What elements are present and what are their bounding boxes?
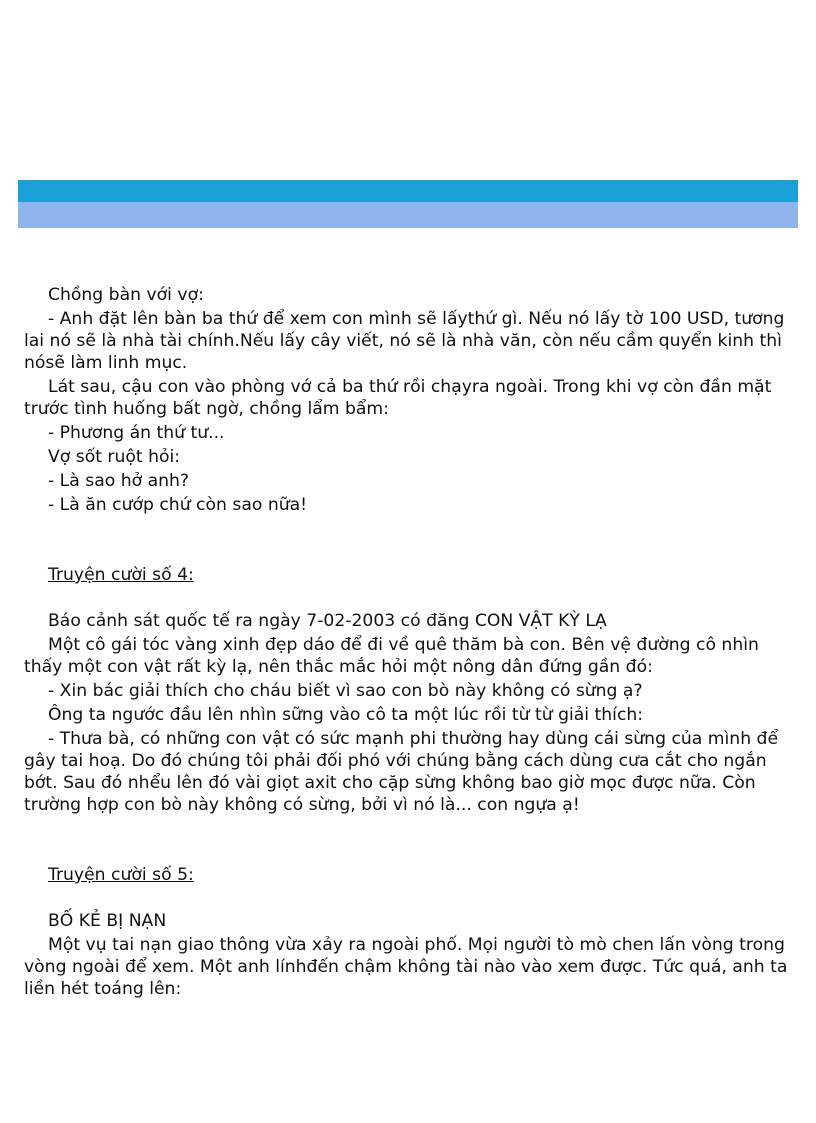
document-body	[24, 284, 794, 1002]
story-heading-text: Truyện cười số 5:	[48, 865, 194, 885]
header-band-dark	[18, 180, 798, 202]
story-heading	[24, 564, 794, 586]
paragraph: Chồng bàn với vợ:	[48, 285, 204, 305]
paragraph: Lát sau, cậu con vào phòng vớ cả ba thứ rồi chạyra ngoài. Trong khi vợ còn đần mặt trước tình huống bất ngờ, chồng lẩm bẩm:	[24, 377, 772, 419]
paragraph: - Anh đặt lên bàn ba thứ để xem con mình sẽ lấythứ gì. Nếu nó lấy tờ 100 USD, tương lai nó sẽ là nhà tài chính.Nếu lấy cây viết, nó sẽ là nhà văn, còn nếu cầm quyển kinh thì nósẽ làm linh mục.	[24, 309, 785, 373]
paragraph: - Thưa bà, có những con vật có sức mạnh phi thường hay dùng cái sừng của mình để gây tai hoạ. Do đó chúng tôi phải đối phó với chúng bằng cách dùng cưa cắt cho ngắn bớt. Sau đó nhểu lên đó vài giọt axit cho cặp sừng không bao giờ mọc được nữa. Còn trường hợp con bò này không có sừng, bởi vì nó là... con ngựa ạ!	[24, 729, 779, 815]
paragraph: - Là sao hở anh?	[48, 471, 190, 491]
header-band-light	[18, 202, 798, 228]
paragraph: Ông ta ngước đầu lên nhìn sững vào cô ta một lúc rồi từ từ giải thích:	[48, 705, 644, 725]
story-4	[24, 564, 794, 816]
paragraph: - Xin bác giải thích cho cháu biết vì sao con bò này không có sừng ạ?	[48, 681, 643, 701]
intro-story	[24, 284, 794, 516]
paragraph: - Là ăn cướp chứ còn sao nữa!	[48, 495, 308, 515]
story-heading-text: Truyện cười số 4:	[48, 565, 194, 585]
story-5	[24, 864, 794, 1000]
paragraph: Vợ sốt ruột hỏi:	[48, 447, 181, 467]
paragraph: Một cô gái tóc vàng xinh đẹp dáo để đi về quê thăm bà con. Bên vệ đường cô nhìn thấy một con vật rất kỳ lạ, nên thắc mắc hỏi một nông dân đứng gần đó:	[24, 635, 759, 677]
paragraph: Báo cảnh sát quốc tế ra ngày 7-02-2003 có đăng CON VẬT KỲ LẠ	[48, 611, 607, 631]
story-heading	[24, 864, 794, 886]
paragraph: BỐ KẺ BỊ NẠN	[48, 911, 167, 931]
paragraph: Một vụ tai nạn giao thông vừa xảy ra ngoài phố. Mọi người tò mò chen lấn vòng trong vòng ngoài để xem. Một anh línhđến chậm không tài nào vào xem được. Tức quá, anh ta liền hét toáng lên:	[24, 935, 788, 999]
paragraph: - Phương án thứ tư...	[48, 423, 225, 443]
